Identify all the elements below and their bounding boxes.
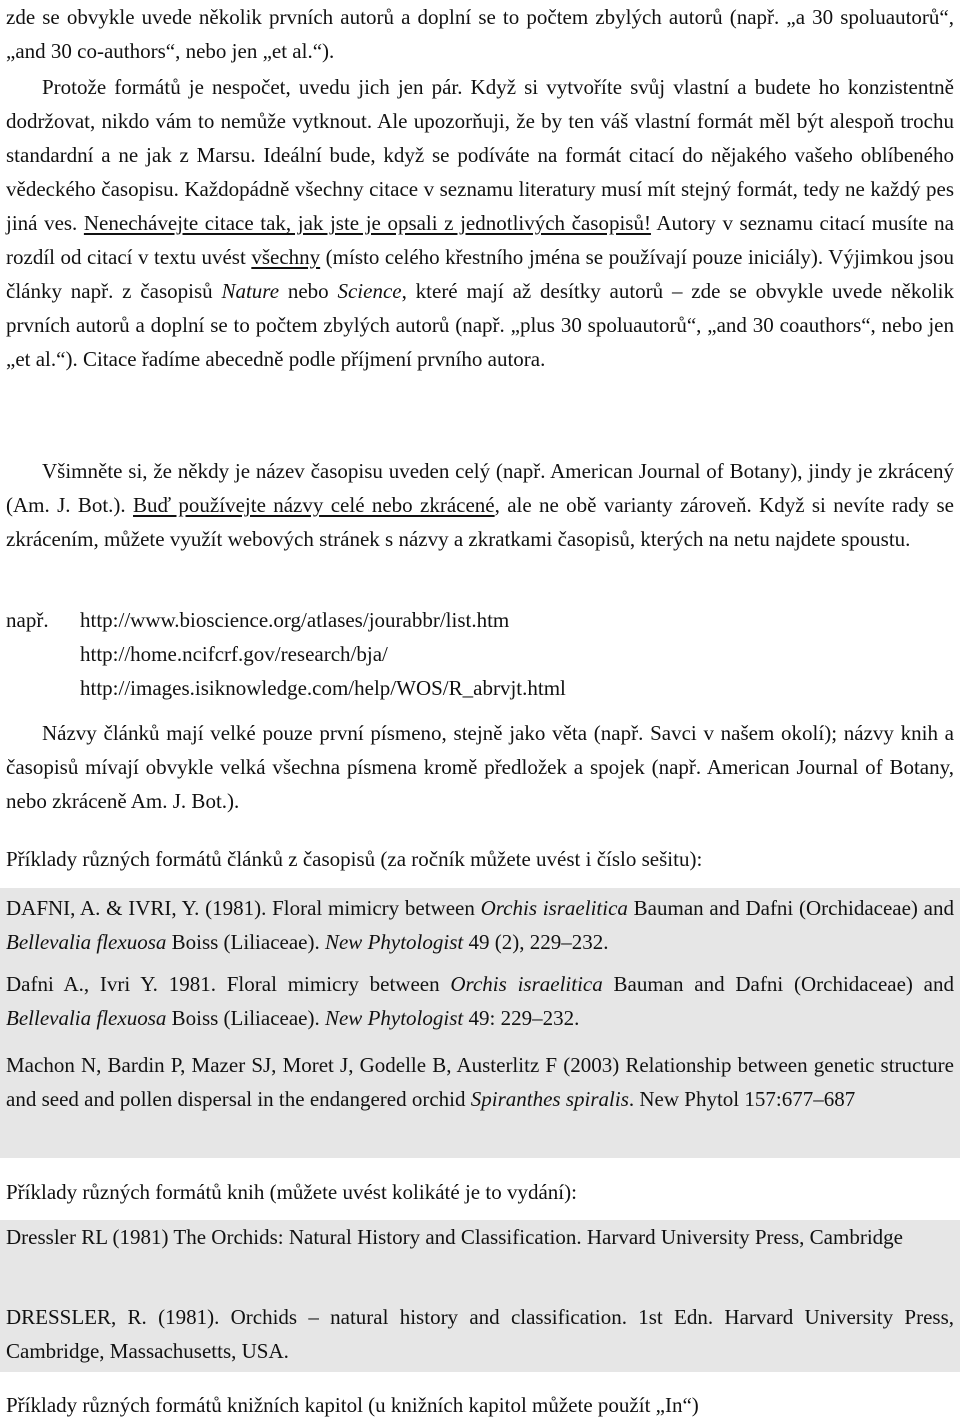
underlined-text: všechny	[251, 245, 321, 269]
paragraph-intro-continuation	[0, 0, 960, 68]
paragraph-journal-names	[0, 454, 960, 556]
link-list-lead: např.	[6, 608, 49, 632]
book-examples-block	[0, 1220, 960, 1372]
text: Protože formátů je nespočet, uvedu jich jen pár. Když si vytvoříte svůj vlastní a budete ho konzistentně dodržovat, nikdo vám to nemůže vytknout. Ale upozorňuji, že by ten váš vlastní formát měl být alespoň trochu standardní a ne jak z Marsu. Ideální bude, když se podíváte na formát citací do nějakého vašeho oblíbeného vědeckého časopisu. Každopádně všechny citace v seznamu literatury musí mít stejný formát, tedy ne každý pes jiná ves.	[6, 75, 954, 235]
underlined-text: Buď používejte názvy celé nebo zkrácené	[133, 493, 495, 517]
text: Všimněte si, že někdy je název časopisu uveden celý (např. American Journal of Botany), jindy je zkrácený (Am. J. Bot.).	[6, 459, 954, 517]
italic-text: Science	[337, 279, 402, 303]
text: nebo	[279, 279, 338, 303]
paragraph-formats	[0, 70, 960, 376]
heading-book-examples: Příklady různých formátů knih (můžete uvést kolikáté je to vydání):	[6, 1180, 577, 1204]
citation-dressler-1: Dressler RL (1981) The Orchids: Natural History and Classification. Harvard University Press, Cambridge	[6, 1225, 903, 1249]
citation-dressler-2: DRESSLER, R. (1981). Orchids – natural history and classification. 1st Edn. Harvard University Press, Cambridge, Massachusetts, USA.	[6, 1305, 954, 1363]
text: Autory v seznamu citací musíte na rozdíl od citací v textu uvést	[6, 211, 954, 269]
link-bioscience[interactable]: http://www.bioscience.org/atlases/jourabbr/list.htm	[80, 608, 510, 632]
text: , které mají až desítky autorů – zde se obvykle uvede několik prvních autorů a doplní se to počtem zbylých autorů (např. „plus 30 spoluautorů“, „and 30 coauthors“, nebo jen „et al.“). Citace řadíme abecedně podle příjmení prvního autora.	[6, 279, 954, 371]
link-list	[0, 603, 960, 705]
link-isiknowledge[interactable]: http://images.isiknowledge.com/help/WOS/R_abrvjt.html	[80, 676, 566, 700]
link-ncifcrf[interactable]: http://home.ncifcrf.gov/research/bja/	[80, 642, 388, 666]
text: Názvy článků mají velké pouze první písmeno, stejně jako věta (např. Savci v našem okolí); názvy knih a časopisů mívají obvykle velká všechna písmena kromě předložek a spojek (např. American Journal of Botany, nebo zkráceně Am. J. Bot.).	[6, 721, 954, 813]
citation-machon: Machon N, Bardin P, Mazer SJ, Moret J, Godelle B, Austerlitz F (2003) Relationship between genetic structure and seed and pollen dispersal in the endangered orchid Spiranthes spiralis. New Phytol 157:677–687	[6, 1053, 954, 1111]
text: (místo celého křestního jména se používají pouze iniciály). Výjimkou jsou články např. z časopisů	[6, 245, 954, 303]
underlined-text: Nenechávejte citace tak, jak jste je opsali z jednotlivých časopisů!	[83, 211, 651, 235]
article-examples-block	[0, 888, 960, 1158]
heading-chapter-examples: Příklady různých formátů knižních kapitol (u knižních kapitol můžete použít „In“)	[6, 1393, 699, 1417]
heading-article-examples: Příklady různých formátů článků z časopisů (za ročník můžete uvést i číslo sešitu):	[6, 847, 703, 871]
citation-dafni-2: Dafni A., Ivri Y. 1981. Floral mimicry between Orchis israelitica Bauman and Dafni (Orchidaceae) and Bellevalia flexuosa Boiss (Liliaceae). New Phytologist 49: 229–232.	[6, 972, 955, 1030]
italic-text: Nature	[221, 279, 280, 303]
citation-dafni-1: DAFNI, A. & IVRI, Y. (1981). Floral mimicry between Orchis israelitica Bauman and Dafni (Orchidaceae) and Bellevalia flexuosa Boiss (Liliaceae). New Phytologist 49 (2), 229–232.	[6, 896, 954, 954]
text: zde se obvykle uvede několik prvních autorů a doplní se to počtem zbylých autorů (např. „a 30 spoluautorů“, „and 30 co-authors“, nebo jen „et al.“).	[6, 5, 954, 63]
text: , ale ne obě varianty zároveň. Když si nevíte rady se zkrácením, můžete využít webových stránek s názvy a zkratkami časopisů, kterých na netu najdete spoustu.	[6, 493, 954, 551]
paragraph-title-case	[0, 716, 960, 818]
